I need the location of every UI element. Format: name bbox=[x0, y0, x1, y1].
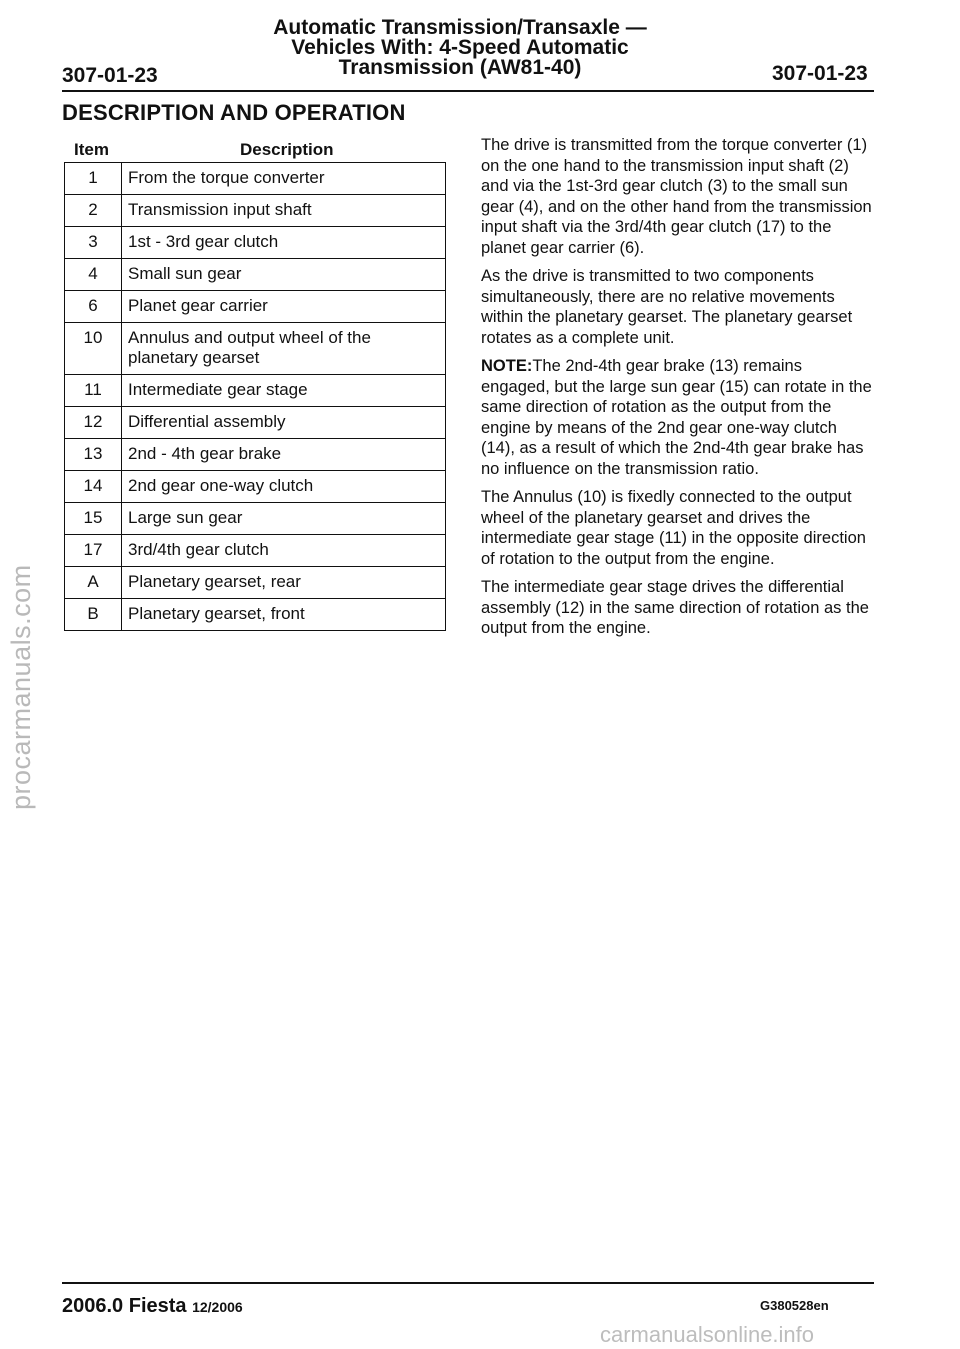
side-watermark: procarmanuals.com bbox=[6, 564, 36, 810]
table-cell-description: Differential assembly bbox=[122, 407, 446, 439]
table-cell-description: 2nd - 4th gear brake bbox=[122, 439, 446, 471]
table-cell-item: 13 bbox=[65, 439, 122, 471]
paragraph-annulus: The Annulus (10) is fixedly connected to the output wheel of the planetary gearset and drives the intermediate gear stage (11) in the opposite direction of rotation to the output from the engine. bbox=[481, 488, 866, 568]
table-row bbox=[65, 195, 446, 227]
table-cell-item: 12 bbox=[65, 407, 122, 439]
table-cell-description: From the torque converter bbox=[122, 163, 446, 195]
table-cell-item: 1 bbox=[65, 163, 122, 195]
note-text: The 2nd-4th gear brake (13) remains engaged, but the large sun gear (15) can rotate in the same direction of rotation as the output from the engine by means of the 2nd gear one-way clutch (14), as a result of which the 2nd-4th gear brake has no influence on the transmission ratio. bbox=[481, 357, 872, 478]
table-cell-item: B bbox=[65, 599, 122, 631]
table-row bbox=[65, 471, 446, 503]
table-cell-description: Transmission input shaft bbox=[122, 195, 446, 227]
table-cell-item: 6 bbox=[65, 291, 122, 323]
table-row bbox=[65, 375, 446, 407]
header-rule bbox=[62, 90, 874, 92]
table-row bbox=[65, 163, 446, 195]
table-row bbox=[65, 599, 446, 631]
footer-document-code: G380528en bbox=[760, 1298, 829, 1313]
header-title-line-2: Vehicles With: 4-Speed Automatic bbox=[291, 36, 629, 59]
table-header-description: Description bbox=[240, 140, 334, 159]
table-cell-item: 15 bbox=[65, 503, 122, 535]
page-number-right: 307-01-23 bbox=[772, 62, 868, 85]
note-paragraph bbox=[481, 356, 873, 479]
table-cell-description: 2nd gear one-way clutch bbox=[122, 471, 446, 503]
header-title-line-1: Automatic Transmission/Transaxle — bbox=[273, 16, 647, 39]
operation-description-text bbox=[481, 135, 873, 647]
component-table bbox=[64, 162, 446, 631]
header-title-line-3: Transmission (AW81-40) bbox=[338, 56, 582, 79]
table-cell-description: Planetary gearset, front bbox=[122, 599, 446, 631]
table-cell-item: 10 bbox=[65, 323, 122, 375]
table-row bbox=[65, 439, 446, 471]
paragraph-planetary-unit: As the drive is transmitted to two components simultaneously, there are no relative movements within the planetary gearset. The planetary gearset rotates as a complete unit. bbox=[481, 267, 853, 347]
table-row bbox=[65, 259, 446, 291]
table-cell-item: 4 bbox=[65, 259, 122, 291]
table-cell-description: Planet gear carrier bbox=[122, 291, 446, 323]
footer-model bbox=[62, 1295, 243, 1318]
section-title: DESCRIPTION AND OPERATION bbox=[62, 100, 406, 125]
bottom-watermark: carmanualsonline.info bbox=[600, 1322, 815, 1347]
page-number-left: 307-01-23 bbox=[62, 64, 158, 87]
table-header-item: Item bbox=[74, 140, 109, 159]
paragraph-intermediate-gear: The intermediate gear stage drives the differential assembly (12) in the same direction of rotation as the output from the engine. bbox=[481, 578, 869, 637]
footer-date: 12/2006 bbox=[192, 1299, 243, 1315]
table-row bbox=[65, 567, 446, 599]
table-row bbox=[65, 227, 446, 259]
table-cell-description: Small sun gear bbox=[122, 259, 446, 291]
table-cell-description: Intermediate gear stage bbox=[122, 375, 446, 407]
table-cell-description: 3rd/4th gear clutch bbox=[122, 535, 446, 567]
table-row bbox=[65, 503, 446, 535]
table-cell-description: Large sun gear bbox=[122, 503, 446, 535]
table-cell-item: 3 bbox=[65, 227, 122, 259]
table-cell-description: Annulus and output wheel of the planetary gearset bbox=[122, 323, 446, 375]
table-row bbox=[65, 323, 446, 375]
table-row bbox=[65, 535, 446, 567]
page-header-title bbox=[200, 18, 720, 78]
table-row bbox=[65, 407, 446, 439]
table-cell-item: 2 bbox=[65, 195, 122, 227]
table-cell-description: Planetary gearset, rear bbox=[122, 567, 446, 599]
table-cell-item: 17 bbox=[65, 535, 122, 567]
note-label: NOTE: bbox=[481, 357, 533, 375]
table-cell-item: A bbox=[65, 567, 122, 599]
table-cell-item: 11 bbox=[65, 375, 122, 407]
footer-rule bbox=[62, 1282, 874, 1284]
table-cell-description: 1st - 3rd gear clutch bbox=[122, 227, 446, 259]
table-row bbox=[65, 291, 446, 323]
table-cell-item: 14 bbox=[65, 471, 122, 503]
paragraph-drive-path: The drive is transmitted from the torque converter (1) on the one hand to the transmission input shaft (2) and via the 1st-3rd gear clutch (3) to the small sun gear (4), and on the other hand from the transmission input shaft via the 3rd/4th gear clutch (17) to the planet gear carrier (6). bbox=[481, 136, 872, 257]
footer-model-name: 2006.0 Fiesta bbox=[62, 1295, 187, 1317]
